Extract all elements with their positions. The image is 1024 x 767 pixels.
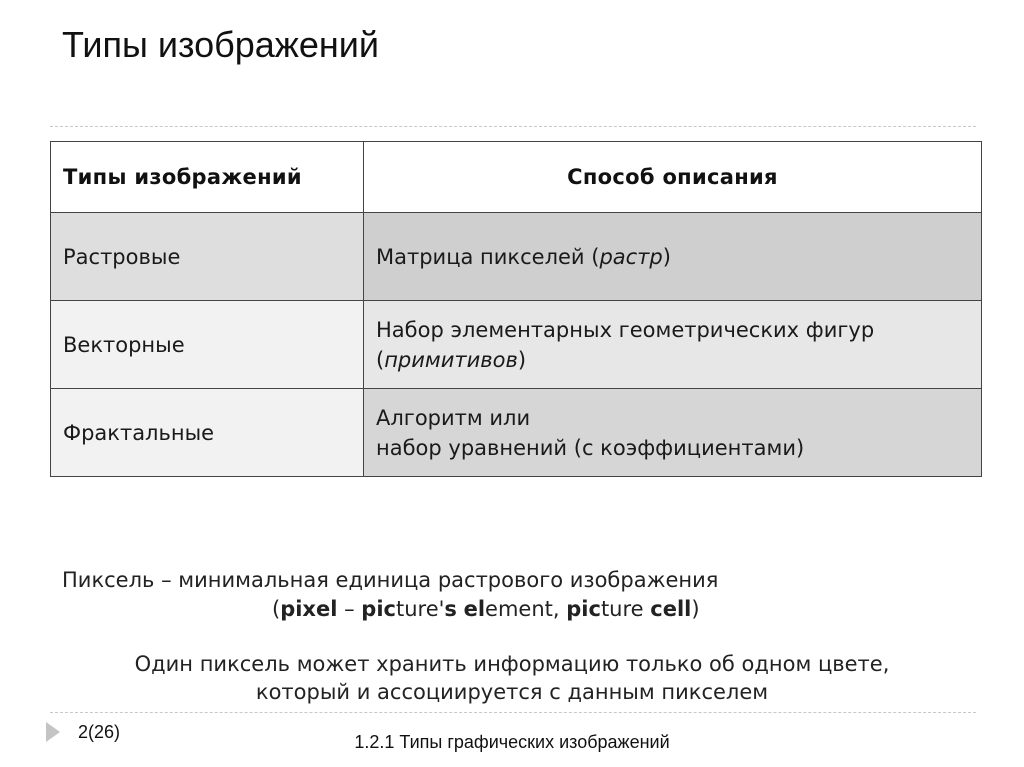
section-title: 1.2.1 Типы графических изображений [354,732,670,752]
page-number: 2(26) [78,722,121,742]
row-type-fractal: Фрактальные [51,389,364,477]
row-desc-fractal: Алгоритм или набор уравнений (с коэффициентами) [364,389,982,477]
table-row [51,301,982,389]
pixel-definition: Пиксель – минимальная единица растрового изображения [62,568,719,592]
row-desc-raster: Матрица пикселей (растр) [364,213,982,301]
row-desc-vector: Набор элементарных геометрических фигур (примитивов) [364,301,982,389]
table-row [51,213,982,301]
image-types-table [50,141,982,477]
pixel-note: Один пиксель может хранить информацию только об одном цвете, который и ассоциируется с данным пикселем [134,652,890,704]
table-row [51,389,982,477]
header-types: Типы изображений [51,142,364,213]
pixel-etymology: (pixel – picture's element, picture cell) [272,597,700,621]
row-type-vector: Векторные [51,301,364,389]
top-divider [50,126,976,127]
header-description: Способ описания [364,142,982,213]
row-type-raster: Растровые [51,213,364,301]
slide-title: Типы изображений [62,24,379,65]
bottom-divider [50,712,976,713]
table-header-row [51,142,982,213]
